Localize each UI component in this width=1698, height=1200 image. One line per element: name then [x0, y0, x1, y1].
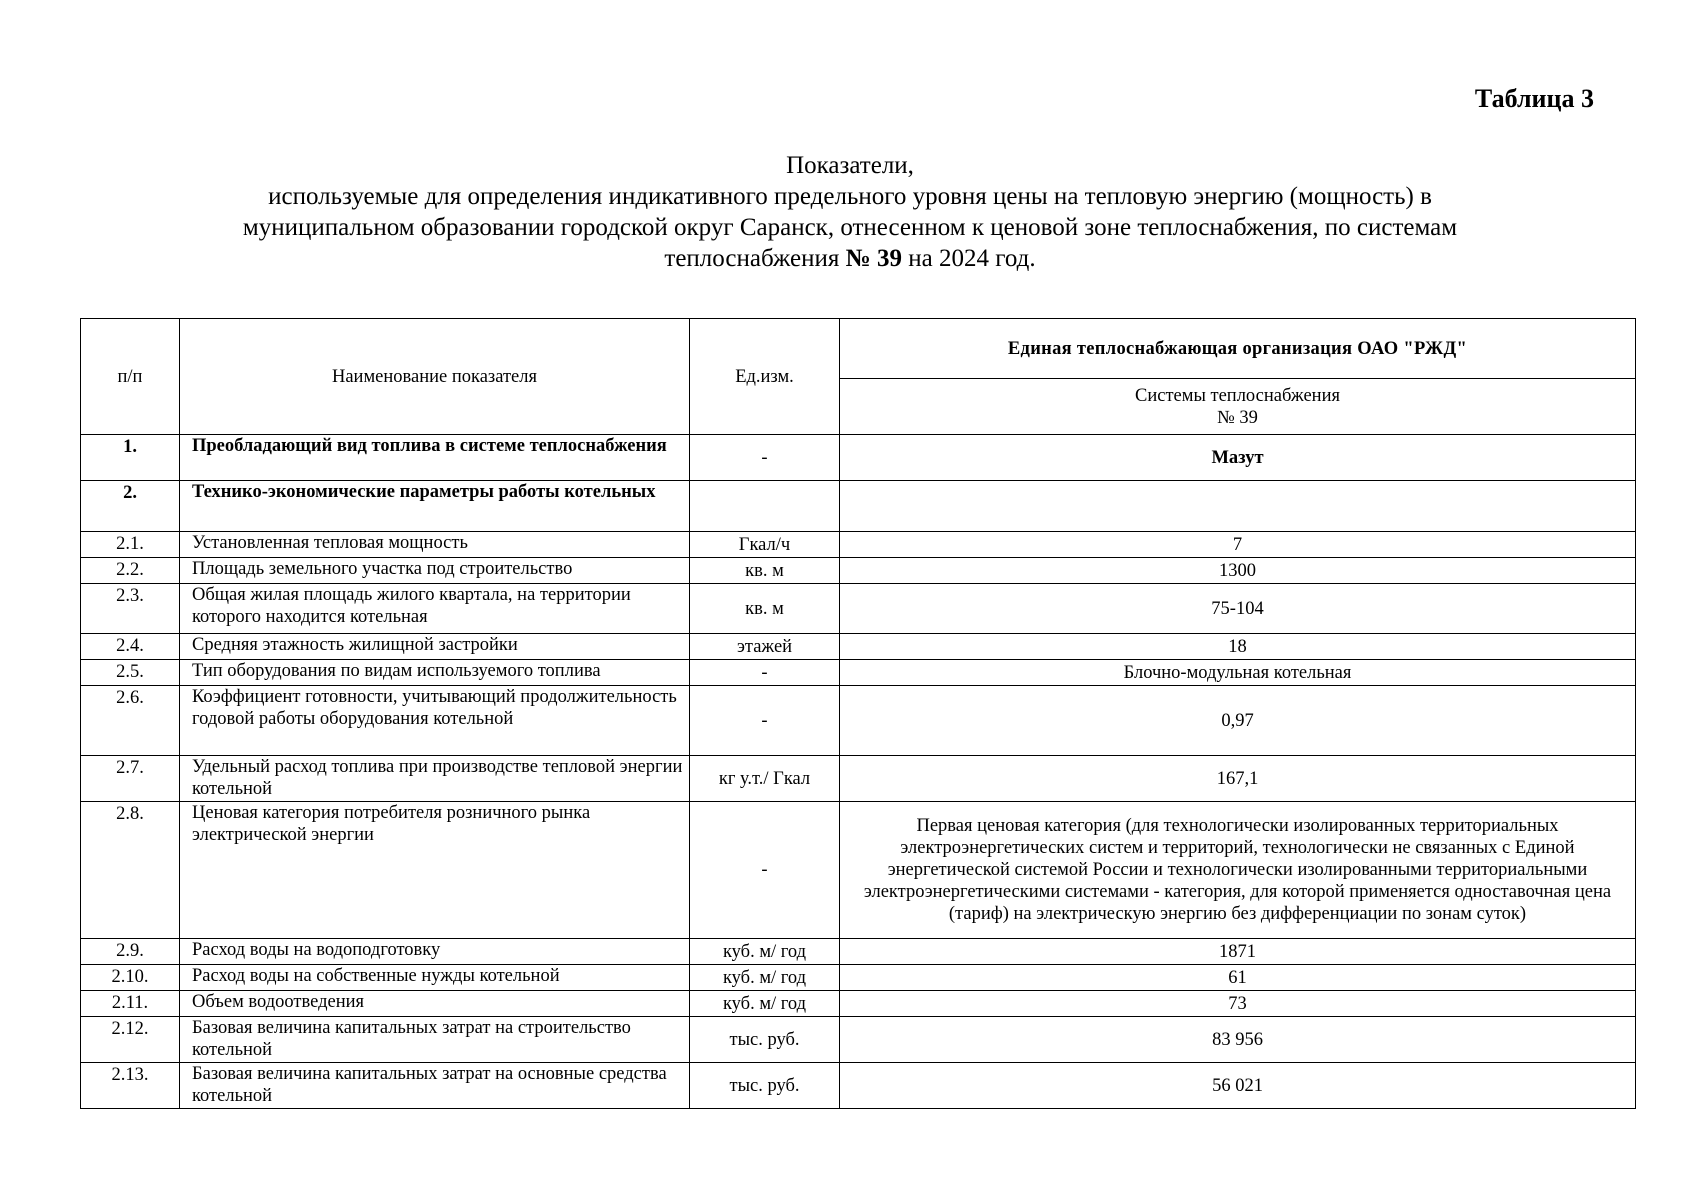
- row-unit: -: [690, 660, 840, 686]
- header-org: Единая теплоснабжающая организация ОАО "РЖД": [840, 319, 1636, 379]
- row-name: Общая жилая площадь жилого квартала, на территории которого находится котельная: [180, 584, 690, 634]
- row-name: Преобладающий вид топлива в системе теплоснабжения: [180, 435, 690, 481]
- row-unit: кв. м: [690, 584, 840, 634]
- row-num: 1.: [81, 435, 180, 481]
- row-name: Расход воды на собственные нужды котельной: [180, 965, 690, 991]
- row-name: Расход воды на водоподготовку: [180, 939, 690, 965]
- row-value: 0,97: [840, 686, 1636, 756]
- row-name: Удельный расход топлива при производстве тепловой энергии котельной: [180, 756, 690, 802]
- row-value: 1871: [840, 939, 1636, 965]
- row-unit: кв. м: [690, 558, 840, 584]
- row-value: 18: [840, 634, 1636, 660]
- indicators-table: [80, 318, 1636, 1109]
- row-value: Блочно-модульная котельная: [840, 660, 1636, 686]
- row-num: 2.13.: [81, 1063, 180, 1109]
- row-name: Средняя этажность жилищной застройки: [180, 634, 690, 660]
- row-value: 167,1: [840, 756, 1636, 802]
- row-unit: Гкал/ч: [690, 532, 840, 558]
- row-value: 7: [840, 532, 1636, 558]
- row-value: 56 021: [840, 1063, 1636, 1109]
- table-row: [81, 802, 1636, 939]
- row-num: 2.5.: [81, 660, 180, 686]
- row-name: Базовая величина капитальных затрат на основные средства котельной: [180, 1063, 690, 1109]
- row-unit: [690, 481, 840, 532]
- header-system: [840, 379, 1636, 435]
- table-row: [81, 584, 1636, 634]
- row-num: 2.2.: [81, 558, 180, 584]
- row-num: 2.1.: [81, 532, 180, 558]
- table-row: [81, 481, 1636, 532]
- row-value: 75-104: [840, 584, 1636, 634]
- table-row: [81, 965, 1636, 991]
- row-name: Площадь земельного участка под строительство: [180, 558, 690, 584]
- row-name: Базовая величина капитальных затрат на строительство котельной: [180, 1017, 690, 1063]
- table-row: [81, 939, 1636, 965]
- row-num: 2.10.: [81, 965, 180, 991]
- title-line-4-prefix: теплоснабжения: [664, 245, 840, 272]
- table-row: [81, 686, 1636, 756]
- table-row: [81, 435, 1636, 481]
- table-label: Таблица 3: [1474, 84, 1594, 113]
- row-value: 73: [840, 991, 1636, 1017]
- header-row: [81, 319, 1636, 379]
- row-num: 2.3.: [81, 584, 180, 634]
- table-row: [81, 660, 1636, 686]
- header-name: Наименование показателя: [180, 319, 690, 435]
- row-num: 2.: [81, 481, 180, 532]
- table-row: [81, 558, 1636, 584]
- row-num: 2.9.: [81, 939, 180, 965]
- row-value: Мазут: [840, 435, 1636, 481]
- row-unit: куб. м/ год: [690, 939, 840, 965]
- row-value: 83 956: [840, 1017, 1636, 1063]
- table-row: [81, 991, 1636, 1017]
- row-name: Тип оборудования по видам используемого топлива: [180, 660, 690, 686]
- row-num: 2.4.: [81, 634, 180, 660]
- title-line-1: Показатели,: [786, 152, 914, 179]
- row-name: Ценовая категория потребителя розничного рынка электрической энергии: [180, 802, 690, 939]
- row-name: Установленная тепловая мощность: [180, 532, 690, 558]
- row-unit: этажей: [690, 634, 840, 660]
- row-num: 2.6.: [81, 686, 180, 756]
- row-unit: -: [690, 802, 840, 939]
- table-row: [81, 1017, 1636, 1063]
- row-value: [840, 481, 1636, 532]
- row-unit: куб. м/ год: [690, 965, 840, 991]
- row-name: Коэффициент готовности, учитывающий продолжительность годовой работы оборудования котельной: [180, 686, 690, 756]
- title-line-3: муниципальном образовании городской округ Саранск, отнесенном к ценовой зоне теплоснабжения, по системам: [242, 214, 1458, 241]
- row-num: 2.7.: [81, 756, 180, 802]
- header-unit: Ед.изм.: [690, 319, 840, 435]
- table-row: [81, 532, 1636, 558]
- row-unit: тыс. руб.: [690, 1017, 840, 1063]
- table-row: [81, 756, 1636, 802]
- header-system-line1: Системы теплоснабжения: [1135, 385, 1340, 406]
- row-name: Технико-экономические параметры работы котельных: [180, 481, 690, 532]
- table-row: [81, 1063, 1636, 1109]
- row-value: Первая ценовая категория (для технологически изолированных территориальных электроэнергетических систем и территорий, технологически не связанных с Единой энергетической системой России и технологически изолированными территориальными электроэнергетическими системами - категория, для которой применяется одноставочная цена (тариф) на электрическую энергию без дифференциации по зонам суток): [840, 802, 1636, 939]
- row-num: 2.12.: [81, 1017, 180, 1063]
- title-system-number: № 39: [845, 245, 902, 272]
- row-unit: -: [690, 686, 840, 756]
- table-row: [81, 634, 1636, 660]
- document-title: [110, 150, 1590, 274]
- row-value: 1300: [840, 558, 1636, 584]
- row-num: 2.8.: [81, 802, 180, 939]
- title-line-4-suffix: на 2024 год.: [908, 245, 1036, 272]
- row-name: Объем водоотведения: [180, 991, 690, 1017]
- title-line-4: [110, 243, 1590, 274]
- header-num: п/п: [81, 319, 180, 435]
- row-num: 2.11.: [81, 991, 180, 1017]
- row-unit: -: [690, 435, 840, 481]
- row-value: 61: [840, 965, 1636, 991]
- row-unit: тыс. руб.: [690, 1063, 840, 1109]
- row-unit: куб. м/ год: [690, 991, 840, 1017]
- header-system-line2: № 39: [1217, 407, 1258, 428]
- row-unit: кг у.т./ Гкал: [690, 756, 840, 802]
- title-line-2: используемые для определения индикативного предельного уровня цены на тепловую энергию (мощность) в: [268, 183, 1432, 210]
